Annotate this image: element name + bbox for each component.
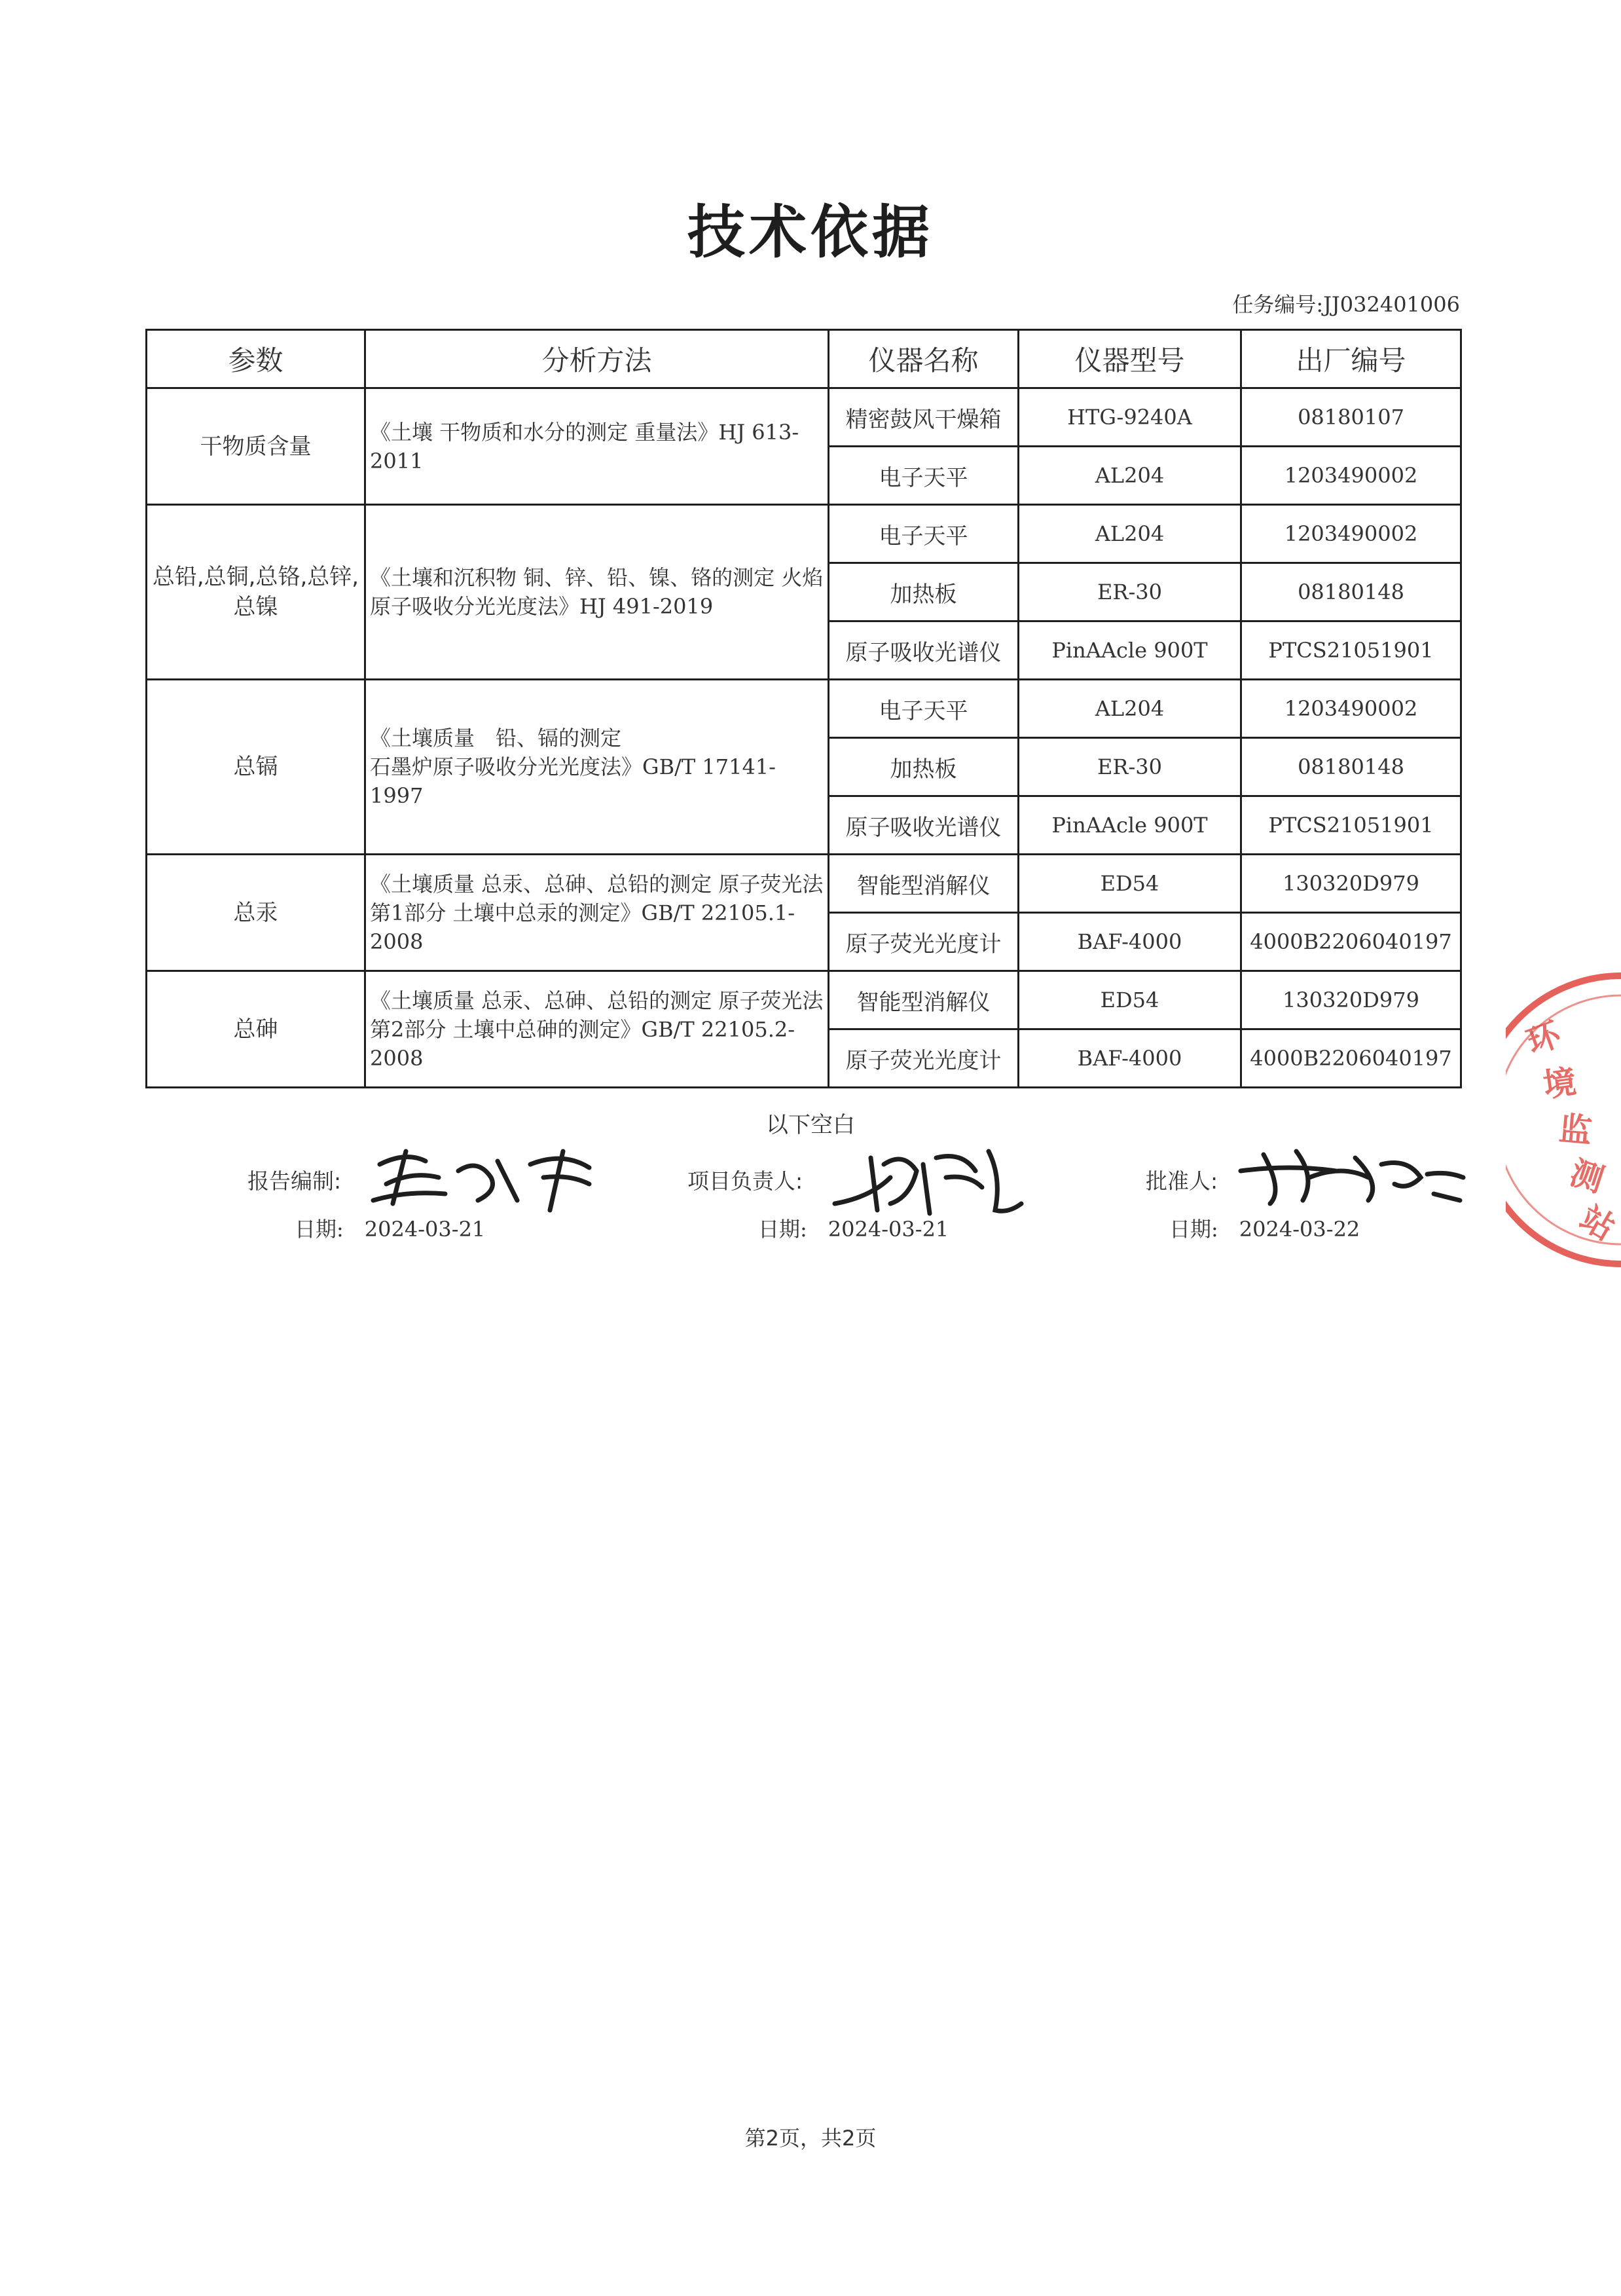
project-lead-date: 日期: 2024-03-21 xyxy=(758,1217,949,1242)
approver-date: 日期: 2024-03-22 xyxy=(1169,1217,1360,1242)
parameter-cell: 总镉 xyxy=(147,680,365,855)
instrument-name-cell: 电子天平 xyxy=(829,680,1019,738)
instrument-model-cell: ER-30 xyxy=(1019,563,1241,621)
header-method: 分析方法 xyxy=(365,330,829,388)
compiler-label: 报告编制: xyxy=(247,1168,342,1194)
instrument-model-cell: ED54 xyxy=(1019,971,1241,1029)
official-seal-stamp xyxy=(1506,963,1621,1277)
svg-text:测: 测 xyxy=(1565,1153,1609,1200)
compiler-date: 日期: 2024-03-21 xyxy=(295,1217,486,1242)
project-lead-label: 项目负责人: xyxy=(687,1168,803,1194)
header-parameter: 参数 xyxy=(147,330,365,388)
table-row xyxy=(147,680,1461,738)
instrument-name-cell: 原子吸收光谱仪 xyxy=(829,796,1019,855)
technical-basis-table xyxy=(145,329,1462,1088)
method-cell: 《土壤质量 总汞、总砷、总铅的测定 原子荧光法 第2部分 土壤中总砷的测定》GB/T 22105.2-2008 xyxy=(365,971,829,1088)
table-row xyxy=(147,855,1461,913)
document-title: 技术依据 xyxy=(687,198,934,266)
instrument-name-cell: 原子荧光光度计 xyxy=(829,1029,1019,1088)
instrument-name-cell: 原子荧光光度计 xyxy=(829,913,1019,971)
serial-number-cell: 4000B2206040197 xyxy=(1241,1029,1461,1088)
serial-number-cell: 130320D979 xyxy=(1241,855,1461,913)
serial-number-cell: PTCS21051901 xyxy=(1241,796,1461,855)
instrument-model-cell: ER-30 xyxy=(1019,738,1241,796)
parameter-cell: 总铅,总铜,总铬,总锌,总镍 xyxy=(147,505,365,680)
method-cell: 《土壤质量 总汞、总砷、总铅的测定 原子荧光法 第1部分 土壤中总汞的测定》GB/T 22105.1-2008 xyxy=(365,855,829,971)
serial-number-cell: 130320D979 xyxy=(1241,971,1461,1029)
instrument-name-cell: 加热板 xyxy=(829,738,1019,796)
task-number: 任务编号:JJ032401006 xyxy=(1232,292,1460,317)
serial-number-cell: 1203490002 xyxy=(1241,447,1461,505)
instrument-model-cell: AL204 xyxy=(1019,505,1241,563)
serial-number-cell: PTCS21051901 xyxy=(1241,621,1461,680)
instrument-model-cell: BAF-4000 xyxy=(1019,1029,1241,1088)
page-number-footer: 第2页，共2页 xyxy=(744,2126,877,2151)
instrument-name-cell: 加热板 xyxy=(829,563,1019,621)
instrument-name-cell: 智能型消解仪 xyxy=(829,855,1019,913)
instrument-model-cell: AL204 xyxy=(1019,447,1241,505)
instrument-model-cell: PinAAcle 900T xyxy=(1019,621,1241,680)
approver-label: 批准人: xyxy=(1146,1168,1218,1194)
compiler-signature xyxy=(367,1138,602,1217)
parameter-cell: 干物质含量 xyxy=(147,388,365,505)
instrument-name-cell: 电子天平 xyxy=(829,505,1019,563)
instrument-model-cell: BAF-4000 xyxy=(1019,913,1241,971)
instrument-model-cell: HTG-9240A xyxy=(1019,388,1241,447)
svg-text:站: 站 xyxy=(1574,1198,1621,1248)
method-cell: 《土壤质量 铅、镉的测定 石墨炉原子吸收分光光度法》GB/T 17141-1997 xyxy=(365,680,829,855)
instrument-model-cell: PinAAcle 900T xyxy=(1019,796,1241,855)
header-instrument-model: 仪器型号 xyxy=(1019,330,1241,388)
svg-text:境: 境 xyxy=(1540,1062,1579,1105)
table-body xyxy=(147,388,1461,1088)
serial-number-cell: 1203490002 xyxy=(1241,680,1461,738)
serial-number-cell: 08180148 xyxy=(1241,563,1461,621)
parameter-cell: 总汞 xyxy=(147,855,365,971)
instrument-model-cell: ED54 xyxy=(1019,855,1241,913)
instrument-name-cell: 智能型消解仪 xyxy=(829,971,1019,1029)
header-serial-number: 出厂编号 xyxy=(1241,330,1461,388)
serial-number-cell: 08180148 xyxy=(1241,738,1461,796)
instrument-model-cell: AL204 xyxy=(1019,680,1241,738)
approver-signature xyxy=(1237,1138,1466,1210)
table-row xyxy=(147,971,1461,1029)
header-instrument-name: 仪器名称 xyxy=(829,330,1019,388)
project-lead-signature xyxy=(831,1138,1028,1223)
svg-text:监: 监 xyxy=(1557,1109,1594,1151)
serial-number-cell: 1203490002 xyxy=(1241,505,1461,563)
parameter-cell: 总砷 xyxy=(147,971,365,1088)
serial-number-cell: 08180107 xyxy=(1241,388,1461,447)
method-cell: 《土壤 干物质和水分的测定 重量法》HJ 613-2011 xyxy=(365,388,829,505)
instrument-name-cell: 精密鼓风干燥箱 xyxy=(829,388,1019,447)
svg-text:环: 环 xyxy=(1521,1014,1566,1062)
instrument-name-cell: 电子天平 xyxy=(829,447,1019,505)
blank-below-note: 以下空白 xyxy=(766,1112,855,1138)
table-row xyxy=(147,388,1461,447)
table-header-row xyxy=(147,330,1461,388)
table-row xyxy=(147,505,1461,563)
serial-number-cell: 4000B2206040197 xyxy=(1241,913,1461,971)
method-cell: 《土壤和沉积物 铜、锌、铅、镍、铬的测定 火焰原子吸收分光光度法》HJ 491-2019 xyxy=(365,505,829,680)
instrument-name-cell: 原子吸收光谱仪 xyxy=(829,621,1019,680)
